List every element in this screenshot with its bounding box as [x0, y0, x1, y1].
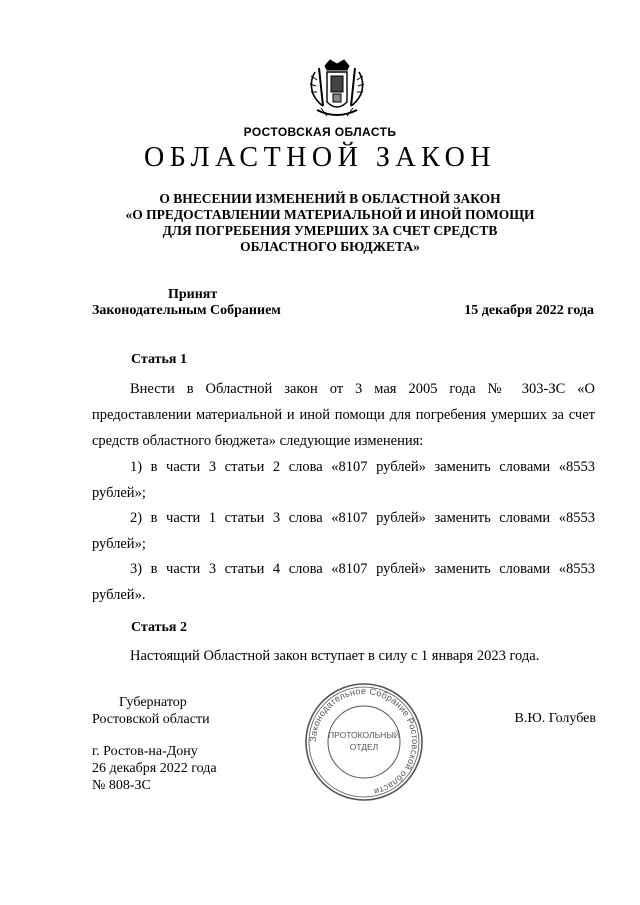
signer-position-line: Ростовской области	[92, 712, 210, 727]
official-seal-stamp	[302, 680, 426, 804]
law-title-line: ОБЛАСТНОГО БЮДЖЕТА»	[240, 239, 420, 254]
document-type-title: ОБЛАСТНОЙ ЗАКОН	[143, 142, 497, 173]
law-title-line: О ВНЕСЕНИИ ИЗМЕНЕНИЙ В ОБЛАСТНОЙ ЗАКОН	[159, 191, 501, 206]
adopted-label: Принят	[168, 287, 218, 302]
seal-center-line: ОТДЕЛ	[349, 742, 379, 752]
signer-name: В.Ю. Голубев	[514, 711, 596, 726]
law-title	[60, 191, 600, 255]
seal-ring-text: Законодательное Собрание Ростовской области	[307, 685, 421, 797]
article-paragraph: Внести в Областной закон от 3 мая 2005 года № 303-ЗС «О предоставлении материальной и иной помощи для погребения умерших за счет средств областного бюджета» следующие изменения:	[92, 381, 595, 449]
article-heading: Статья 2	[131, 620, 187, 635]
article-paragraph: 3) в части 3 статьи 4 слова «8107 рублей» заменить словами «8553 рублей».	[92, 561, 595, 603]
coat-of-arms-emblem	[297, 58, 377, 122]
adopted-by: Законодательным Собранием	[92, 303, 281, 318]
adoption-date: 15 декабря 2022 года	[464, 303, 594, 318]
article-heading: Статья 1	[131, 352, 187, 367]
article-paragraph: 2) в части 1 статьи 3 слова «8107 рублей» заменить словами «8553 рублей»;	[92, 510, 595, 552]
article-paragraph: 1) в части 3 статьи 2 слова «8107 рублей» заменить словами «8553 рублей»;	[92, 459, 595, 501]
law-title-line: ДЛЯ ПОГРЕБЕНИЯ УМЕРШИХ ЗА СЧЕТ СРЕДСТВ	[162, 223, 498, 238]
law-number: № 808-ЗС	[92, 778, 151, 793]
signer-position-line: Губернатор	[119, 695, 187, 710]
region-name: РОСТОВСКАЯ ОБЛАСТЬ	[243, 125, 397, 139]
seal-center-line: ПРОТОКОЛЬНЫЙ	[328, 730, 400, 740]
signing-place: г. Ростов-на-Дону	[92, 744, 198, 759]
article-paragraph: Настоящий Областной закон вступает в силу с 1 января 2023 года.	[130, 648, 540, 664]
law-title-line: «О ПРЕДОСТАВЛЕНИИ МАТЕРИАЛЬНОЙ И ИНОЙ ПОМОЩИ	[125, 207, 535, 222]
signing-details	[92, 743, 217, 794]
signing-date: 26 декабря 2022 года	[92, 761, 217, 776]
signer-position	[92, 694, 210, 728]
